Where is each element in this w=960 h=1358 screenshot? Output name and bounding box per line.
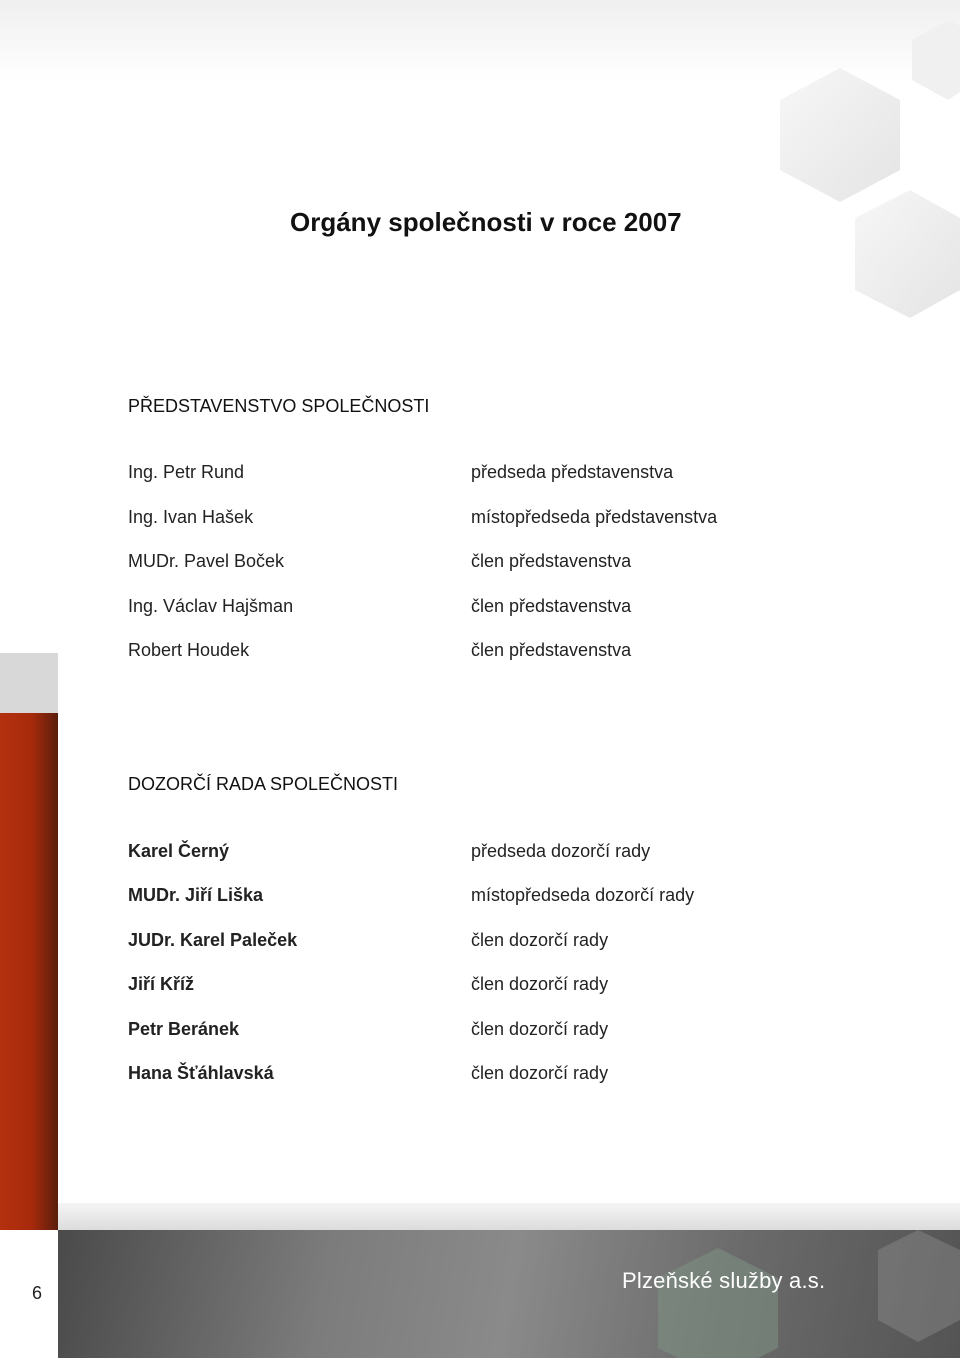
board-member-row: [0, 462, 960, 486]
board-member-row: [0, 551, 960, 575]
supervisory-member-row: [0, 1063, 960, 1087]
footer-light-strip: [58, 1203, 960, 1230]
member-name: Ing. Ivan Hašek: [128, 507, 254, 527]
footer-hexagon-shape: [878, 1230, 960, 1342]
member-name: JUDr. Karel Paleček: [128, 930, 298, 950]
board-member-row: [0, 596, 960, 620]
board-member-row: [0, 507, 960, 531]
member-role: místopředseda dozorčí rady: [471, 885, 695, 905]
member-role: člen představenstva: [471, 640, 632, 660]
member-role: člen dozorčí rady: [471, 1019, 609, 1039]
member-name: Petr Beránek: [128, 1019, 240, 1039]
member-role: místopředseda představenstva: [471, 507, 718, 527]
member-name: Jiří Kříž: [128, 974, 195, 994]
member-name: Robert Houdek: [128, 640, 250, 660]
hexagon-shape: [912, 20, 960, 100]
member-role: člen dozorčí rady: [471, 974, 609, 994]
member-role: člen představenstva: [471, 596, 632, 616]
supervisory-member-row: [0, 1019, 960, 1043]
member-role: předseda dozorčí rady: [471, 841, 651, 861]
supervisory-member-row: [0, 930, 960, 954]
hexagon-shape: [855, 190, 960, 318]
footer-company-name: Plzeňské služby a.s.: [622, 1268, 826, 1293]
member-name: MUDr. Pavel Boček: [128, 551, 285, 571]
supervisory-member-row: [0, 974, 960, 998]
member-role: člen dozorčí rady: [471, 1063, 609, 1083]
page-number: 6: [31, 1283, 42, 1303]
member-name: Karel Černý: [128, 841, 230, 861]
member-name: Hana Šťáhlavská: [128, 1063, 274, 1083]
supervisory-heading: DOZORČÍ RADA SPOLEČNOSTI: [128, 774, 399, 794]
member-role: předseda představenstva: [471, 462, 674, 482]
board-member-row: [0, 640, 960, 664]
member-role: člen představenstva: [471, 551, 632, 571]
board-heading: PŘEDSTAVENSTVO SPOLEČNOSTI: [128, 396, 430, 416]
page-title: Orgány společnosti v roce 2007: [290, 207, 682, 237]
supervisory-member-row: [0, 885, 960, 909]
member-name: Ing. Petr Rund: [128, 462, 245, 482]
member-role: člen dozorčí rady: [471, 930, 609, 950]
footer-hexagon-decoration: [58, 1230, 960, 1358]
supervisory-member-row: [0, 841, 960, 865]
member-name: Ing. Václav Hajšman: [128, 596, 294, 616]
hexagon-decoration: [0, 0, 960, 400]
footer-bar: [58, 1230, 960, 1358]
member-name: MUDr. Jiří Liška: [128, 885, 264, 905]
footer-hexagon-shape: [658, 1248, 778, 1358]
hexagon-shape: [780, 68, 900, 202]
